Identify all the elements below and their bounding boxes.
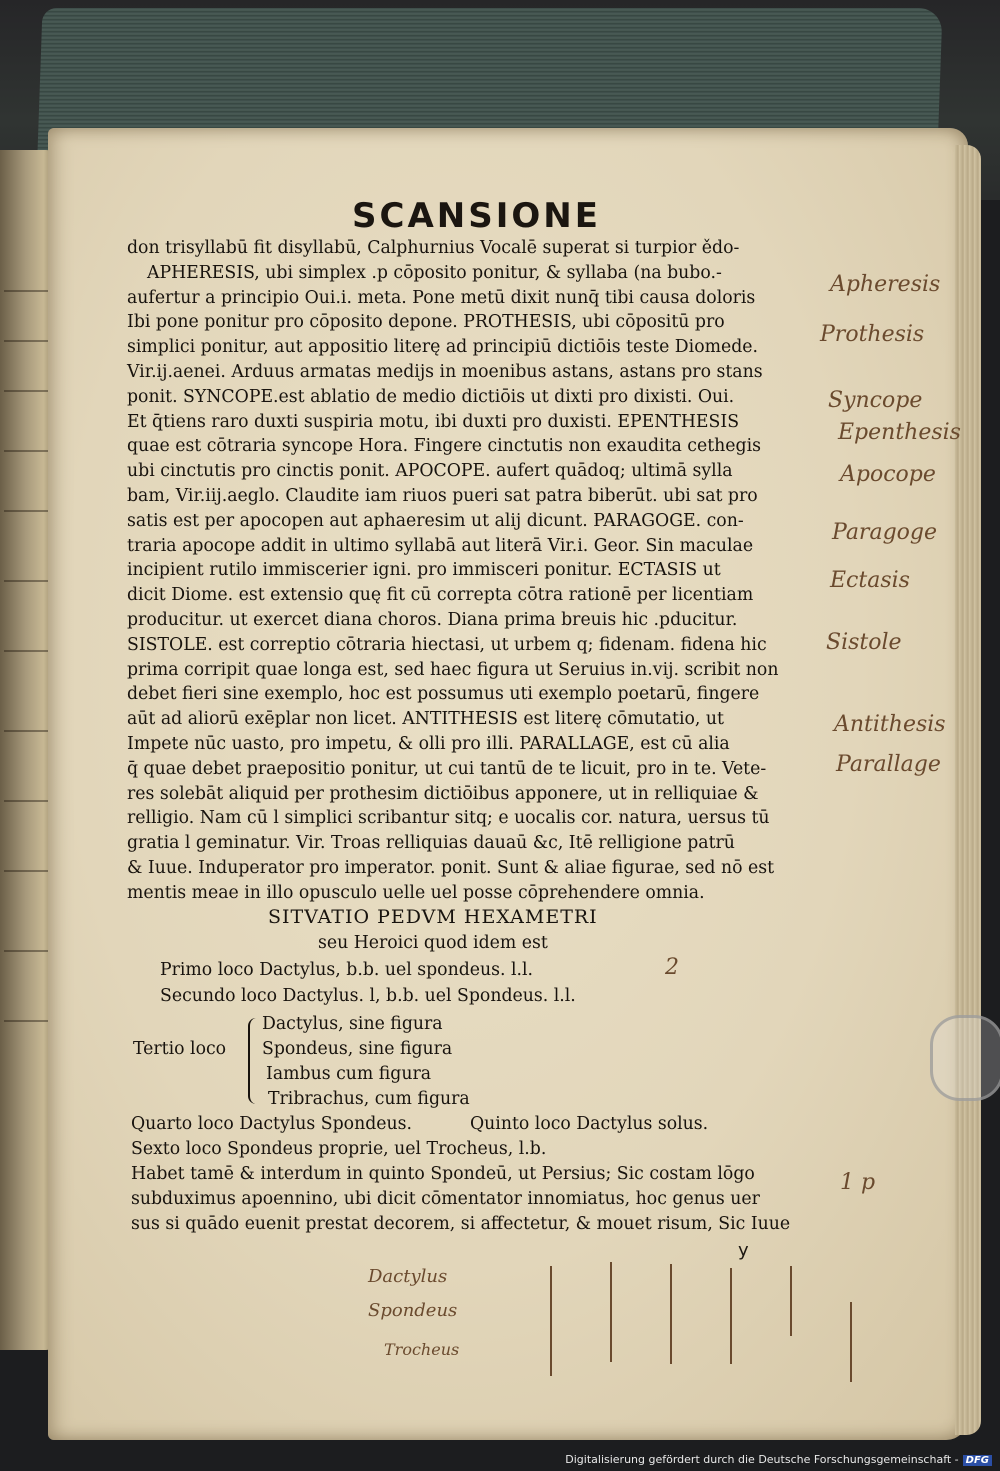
tertio-option: Iambus cum figura [266, 1064, 432, 1084]
text-line: res solebāt aliquid per prothesim dictiōibus apponere, ut in relliquiae & [127, 783, 759, 804]
text-line: traria apocope addit in ultimo syllabā aut literā Vir.i. Geor. Sin maculae [127, 535, 754, 556]
bottom-note: Dactylus [368, 1266, 448, 1287]
text-line: satis est per apocopen aut aphaeresim ut alij dicunt. PARAGOGE. con- [127, 510, 744, 531]
text-line: mentis meae in illo opusculo uelle uel posse cōprehendere omnia. [127, 882, 705, 903]
scansion-tertio-label: Tertio loco [133, 1039, 227, 1059]
text-line: bam, Vir.iij.aeglo. Claudite iam riuos pueri sat patra biberūt. ubi sat pro [127, 485, 758, 506]
text-line: Vir.ij.aenei. Arduus armatas medijs in moenibus astans, astans pro stans [127, 361, 763, 382]
margin-note: 1 p [840, 1170, 876, 1195]
brace [248, 1018, 260, 1104]
margin-note: Parallage [836, 752, 941, 777]
scansion-secundo: Secundo loco Dactylus. l, b.b. uel Spondeus. l.l. [160, 986, 576, 1006]
text-line: ponit. SYNCOPE.est ablatio de medio dictiōis ut dixti pro dixisti. Oui. [127, 386, 735, 407]
text-line: don trisyllabū fit disyllabū, Calphurnius Vocalē superat si turpior ědo- [127, 238, 740, 258]
text-line: & Iuue. Induperator pro imperator. ponit. Sunt & aliae figurae, sed nō est [127, 857, 775, 878]
page-heading: SCANSIONE [352, 196, 601, 236]
margin-note: Ectasis [830, 568, 910, 593]
margin-note: Prothesis [820, 322, 925, 347]
scansion-quarto: Quarto loco Dactylus Spondeus. [131, 1114, 412, 1134]
main-text-block [127, 236, 827, 906]
margin-note: Apocope [840, 462, 936, 487]
margin-note: Epenthesis [838, 420, 961, 445]
page-clip [930, 1015, 1000, 1101]
text-line: incipient rutilo immiscerier igni. pro immisceri ponitur. ECTASIS ut [127, 560, 721, 581]
text-line: debet fieri sine exemplo, hoc est possumus uti exemplo poetarū, fingere [127, 684, 760, 705]
closing-line: sus si quādo euenit prestat decorem, si affectetur, & mouet risum, Sic Iuue [131, 1214, 791, 1234]
margin-note: Sistole [826, 630, 902, 655]
text-line: Et q̄tiens raro duxti suspiria motu, ibi duxti pro duxisti. EPENTHESIS [127, 411, 740, 432]
text-line: dicit Diome. est extensio quę fit cū correpta cōtra rationē per licentiam [127, 585, 754, 606]
tertio-option: Tribrachus, cum figura [268, 1089, 470, 1109]
text-line: gratia l geminatur. Vir. Troas relliquias dauaū &c, Itē relligione patrū [127, 833, 735, 854]
text-line: aūt ad aliorū exēplar non licet. ANTITHESIS est literę cōmutatio, ut [127, 709, 724, 730]
text-line: simplici ponitur, aut appositio literę ad principiū dictiōis teste Diomede. [127, 337, 758, 358]
margin-note: Apheresis [830, 272, 941, 297]
scansion-sexto: Sexto loco Spondeus proprie, uel Trocheus, l.b. [131, 1139, 547, 1159]
footer [565, 1453, 992, 1466]
scansion-quinto: Quinto loco Dactylus solus. [470, 1114, 709, 1134]
text-line: prima corripit quae longa est, sed haec figura ut Seruius in.vij. scribit non [127, 659, 779, 680]
tertio-option: Dactylus, sine figura [262, 1014, 443, 1034]
margin-note: 2 [665, 955, 679, 980]
bottom-note: Spondeus [368, 1300, 458, 1321]
text-line: aufertur a principio Oui.i. meta. Pone metū dixit nunq̄ tibi causa doloris [127, 287, 756, 308]
handwritten-tally [540, 1262, 870, 1392]
text-line: quae est cōtraria syncope Hora. Fingere cinctutis non exaudita cethegis [127, 436, 761, 457]
margin-note: Syncope [828, 388, 923, 413]
text-line: Ibi pone ponitur pro cōposito depone. PROTHESIS, ubi cōpositū pro [127, 312, 725, 333]
margin-note: Antithesis [834, 712, 946, 737]
margin-note: Paragoge [832, 520, 937, 545]
section-title: SITVATIO PEDVM HEXAMETRI [268, 906, 598, 928]
footer-text: Digitalisierung gefördert durch die Deutsche Forschungsgemeinschaft - [565, 1453, 959, 1466]
text-line: SISTOLE. est correptio cōtraria hiectasi, ut urbem q; fidenam. fidena hic [127, 634, 767, 655]
page-stack-edge [955, 145, 981, 1435]
scansion-primo: Primo loco Dactylus, b.b. uel spondeus. l.l. [160, 960, 534, 980]
text-line: Impete nūc uasto, pro impetu, & olli pro illi. PARALLAGE, est cū alia [127, 733, 730, 754]
tertio-option: Spondeus, sine figura [262, 1039, 453, 1059]
closing-line: Habet tamē & interdum in quinto Spondeū, ut Persius; Sic costam lōgo [131, 1164, 755, 1184]
bottom-note: Trocheus [384, 1340, 460, 1359]
text-line: relligio. Nam cū l simplici scribantur sitq; e uocalis cor. natura, uersus tū [127, 808, 770, 829]
closing-line: subduximus apoennino, ubi dicit cōmentator innomiatus, hoc genus uer [131, 1189, 760, 1209]
text-line: APHERESIS, ubi simplex .p cōposito ponitur, & syllaba (na bubo.- [147, 262, 722, 283]
section-subtitle: seu Heroici quod idem est [318, 933, 548, 953]
text-line: q̄ quae debet praepositio ponitur, ut cui tantū de te licuit, pro in te. Vete- [127, 758, 767, 779]
dfg-logo-icon: DFG [963, 1455, 992, 1466]
signature-mark: y [738, 1240, 749, 1261]
text-line: ubi cinctutis pro cinctis ponit. APOCOPE. aufert quādoq; ultimā sylla [127, 461, 733, 482]
text-line: producitur. ut exercet diana choros. Diana prima breuis hic .pducitur. [127, 609, 738, 630]
